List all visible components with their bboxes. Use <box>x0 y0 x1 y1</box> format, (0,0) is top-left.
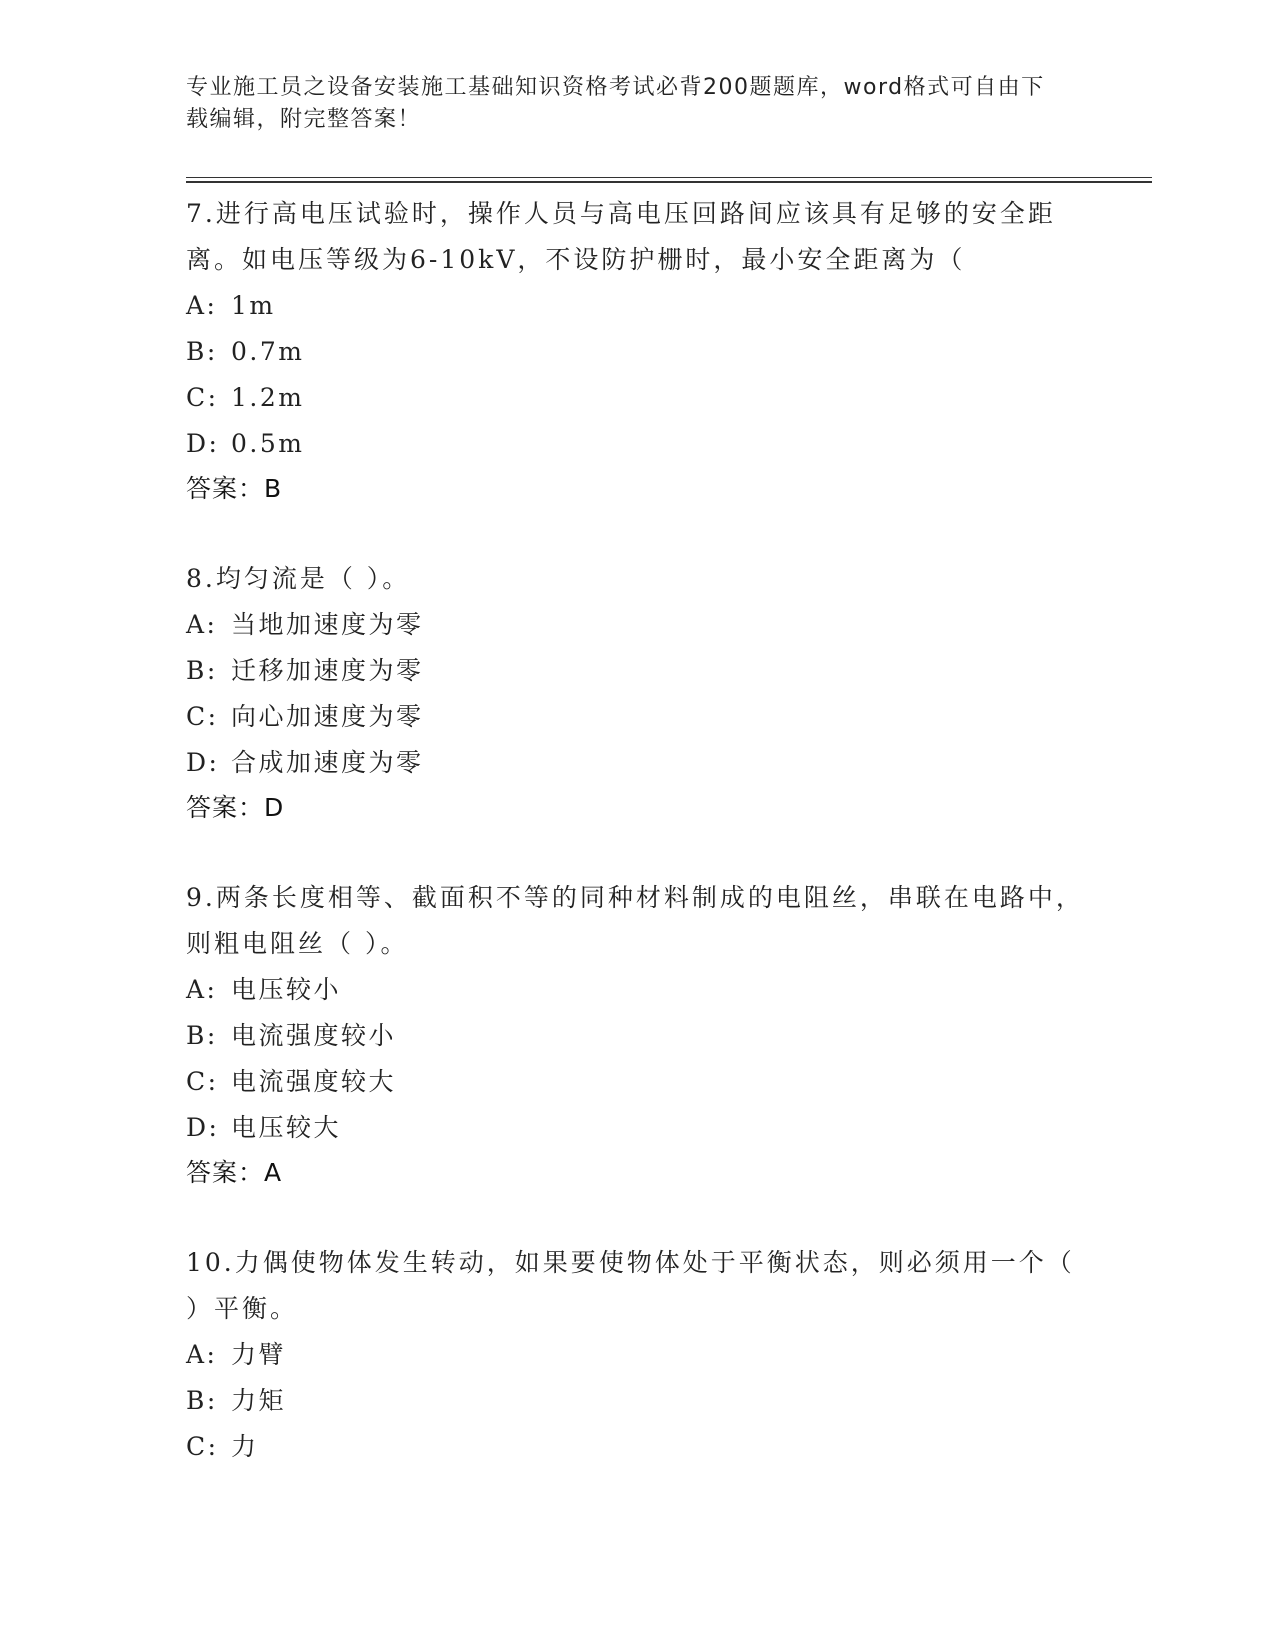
option-text: 力 <box>231 1432 259 1461</box>
option-c <box>186 375 1086 421</box>
answer-line: 答案：B <box>186 474 283 503</box>
question-stem: 8.均匀流是（ ）。 <box>186 564 411 593</box>
option-a <box>186 602 1086 648</box>
option-b <box>186 1378 1086 1424</box>
option-key: C: <box>186 702 219 731</box>
option-text: 力矩 <box>231 1386 287 1415</box>
option-key: B: <box>186 656 218 685</box>
answer-line: 答案：A <box>186 1158 283 1187</box>
document-header: 专业施工员之设备安装施工基础知识资格考试必背200题题库，word格式可自由下载编辑，附完整答案！ <box>186 75 1045 132</box>
option-text: 电压较大 <box>231 1113 342 1142</box>
option-text: 迁移加速度为零 <box>231 656 424 685</box>
option-a <box>186 283 1086 329</box>
option-key: B: <box>186 337 218 366</box>
option-key: B: <box>186 1021 218 1050</box>
header-divider-thin <box>186 177 1152 178</box>
option-a <box>186 967 1086 1013</box>
question-item <box>186 191 1086 511</box>
option-key: D: <box>186 748 220 777</box>
option-key: A: <box>186 975 218 1004</box>
option-a <box>186 1332 1086 1378</box>
option-b <box>186 1013 1086 1059</box>
option-text: 向心加速度为零 <box>231 702 424 731</box>
option-key: A: <box>186 291 218 320</box>
question-stem: 10.力偶使物体发生转动，如果要使物体处于平衡状态，则必须用一个（ ）平衡。 <box>186 1248 1075 1323</box>
option-text: 1.2m <box>231 383 305 412</box>
option-text: 0.7m <box>231 337 305 366</box>
option-key: C: <box>186 1067 219 1096</box>
option-text: 电流强度较小 <box>231 1021 397 1050</box>
option-key: C: <box>186 383 219 412</box>
option-b <box>186 329 1086 375</box>
option-text: 合成加速度为零 <box>231 748 424 777</box>
option-text: 力臂 <box>231 1340 287 1369</box>
option-c <box>186 1424 1086 1470</box>
question-item <box>186 875 1086 1195</box>
option-key: A: <box>186 610 218 639</box>
option-d <box>186 740 1086 786</box>
header-divider-thick <box>186 181 1152 183</box>
option-d <box>186 421 1086 467</box>
option-text: 当地加速度为零 <box>231 610 424 639</box>
question-item <box>186 556 1086 830</box>
question-item <box>186 1240 1086 1470</box>
answer-line: 答案：D <box>186 793 285 822</box>
option-c <box>186 1059 1086 1105</box>
option-text: 电压较小 <box>231 975 342 1004</box>
option-b <box>186 648 1086 694</box>
question-stem: 7.进行高电压试验时，操作人员与高电压回路间应该具有足够的安全距离。如电压等级为6-10kV，不设防护栅时，最小安全距离为（ <box>186 199 1056 274</box>
option-text: 电流强度较大 <box>231 1067 397 1096</box>
option-key: B: <box>186 1386 218 1415</box>
option-key: D: <box>186 429 220 458</box>
option-key: D: <box>186 1113 220 1142</box>
question-list <box>186 191 1086 1515</box>
option-d <box>186 1105 1086 1151</box>
option-key: C: <box>186 1432 219 1461</box>
option-text: 0.5m <box>231 429 305 458</box>
option-text: 1m <box>231 291 276 320</box>
option-c <box>186 694 1086 740</box>
option-key: A: <box>186 1340 218 1369</box>
question-stem: 9.两条长度相等、截面积不等的同种材料制成的电阻丝，串联在电路中，则粗电阻丝（ ）。 <box>186 883 1084 958</box>
